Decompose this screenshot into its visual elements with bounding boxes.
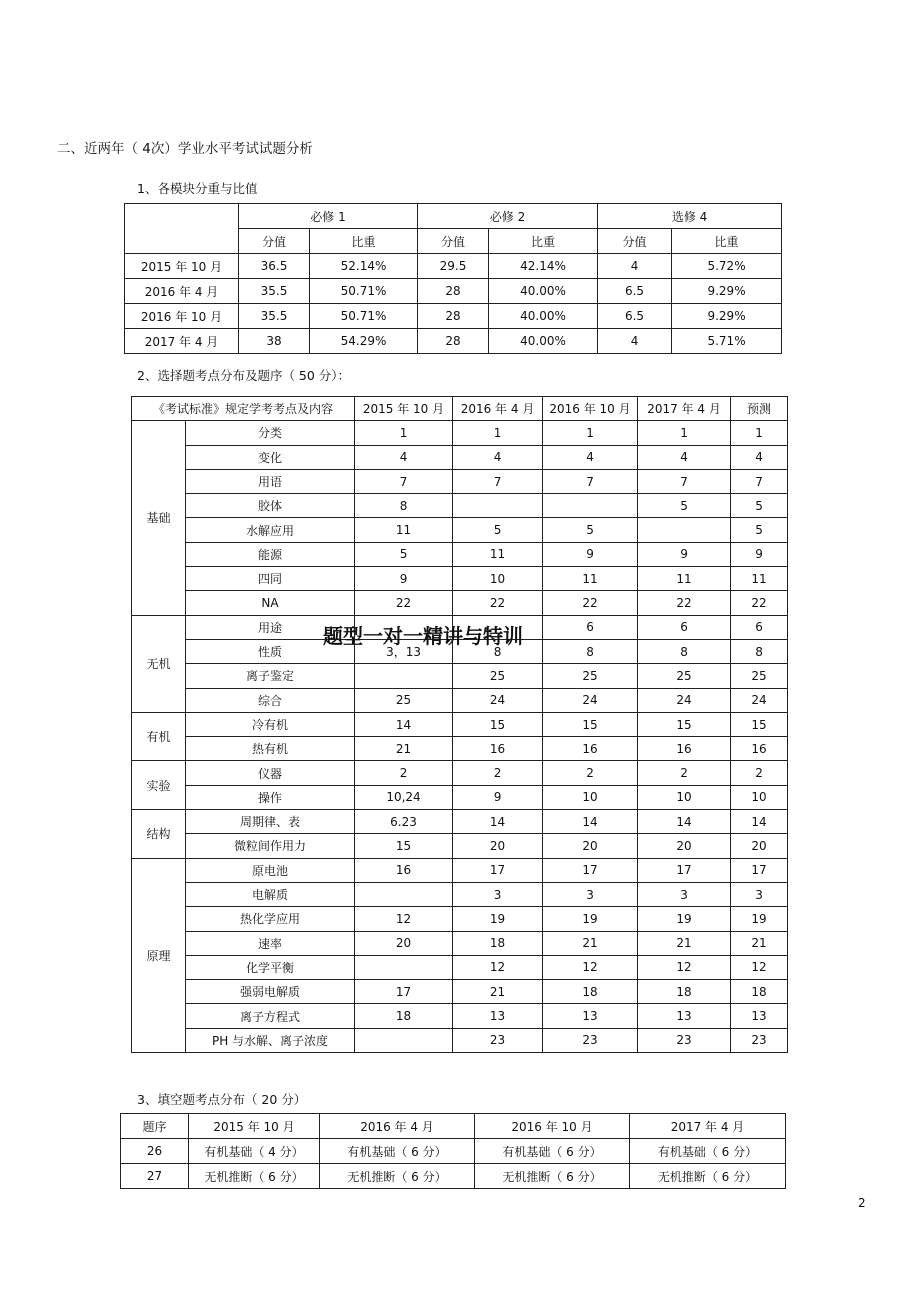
table-cell: 2 <box>355 761 453 785</box>
table-cell: 13 <box>638 1004 731 1028</box>
table-cell: 50.71% <box>310 304 418 329</box>
category-cell: 实验 <box>132 761 186 810</box>
row-label: 2016 年 10 月 <box>125 304 239 329</box>
page-number: 2 <box>858 1196 866 1210</box>
header-cell: 2016 年 10 月 <box>543 397 638 421</box>
table-cell: 38 <box>239 329 310 354</box>
table-cell: 1 <box>638 421 731 445</box>
table-row <box>132 542 788 566</box>
table-cell: 16 <box>543 737 638 761</box>
topic-cell: 变化 <box>186 445 355 469</box>
table-cell: 22 <box>543 591 638 615</box>
row-label: 26 <box>121 1139 189 1164</box>
table-cell: 18 <box>731 980 788 1004</box>
table-row <box>125 329 782 354</box>
topic-cell: 速率 <box>186 931 355 955</box>
table-cell: 9 <box>355 567 453 591</box>
table-cell: 50.71% <box>310 279 418 304</box>
table-cell: 9 <box>543 542 638 566</box>
topic-cell: 化学平衡 <box>186 955 355 979</box>
table-cell: 5 <box>731 494 788 518</box>
table-cell: 3 <box>453 882 543 906</box>
row-label: 2017 年 4 月 <box>125 329 239 354</box>
table-cell: 3，13 <box>355 639 453 663</box>
table-cell: 21 <box>731 931 788 955</box>
topic-cell: 性质 <box>186 639 355 663</box>
choice-question-table <box>131 396 788 1053</box>
table-row <box>132 445 788 469</box>
topic-cell: NA <box>186 591 355 615</box>
table-cell: 4 <box>638 445 731 469</box>
table-cell: 23 <box>453 1028 543 1052</box>
table-cell: 52.14% <box>310 254 418 279</box>
sub-header: 比重 <box>310 229 418 254</box>
table-cell: 17 <box>731 858 788 882</box>
header-cell: 2016 年 4 月 <box>320 1114 475 1139</box>
table-cell <box>355 664 453 688</box>
table-cell: 11 <box>355 518 453 542</box>
table-row <box>132 737 788 761</box>
topic-cell: PH 与水解、离子浓度 <box>186 1028 355 1052</box>
table-cell: 23 <box>638 1028 731 1052</box>
table-row <box>132 494 788 518</box>
table-cell: 14 <box>731 810 788 834</box>
table-cell: 17 <box>638 858 731 882</box>
table-cell: 20 <box>543 834 638 858</box>
table-row <box>132 955 788 979</box>
topic-cell: 四同 <box>186 567 355 591</box>
table-row <box>132 931 788 955</box>
table-cell: 9 <box>453 785 543 809</box>
corner-cell <box>125 204 239 254</box>
table-cell: 9 <box>731 542 788 566</box>
table-cell: 1 <box>355 421 453 445</box>
table-cell: 17 <box>543 858 638 882</box>
watermark: 题型一对一精讲与特训 <box>323 624 523 648</box>
topic-cell: 微粒间作用力 <box>186 834 355 858</box>
fill-blank-table <box>120 1113 786 1189</box>
table-cell: 5.71% <box>672 329 782 354</box>
category-cell: 无机 <box>132 615 186 712</box>
topic-cell: 周期律、表 <box>186 810 355 834</box>
table-cell: 24 <box>638 688 731 712</box>
table-cell: 23 <box>731 1028 788 1052</box>
table-cell: 25 <box>355 688 453 712</box>
table-cell: 3 <box>543 882 638 906</box>
table-cell: 2 <box>453 761 543 785</box>
table-row <box>132 1004 788 1028</box>
table-cell: 17 <box>355 980 453 1004</box>
table-cell: 40.00% <box>489 329 598 354</box>
table-cell: 1 <box>453 421 543 445</box>
category-cell: 基础 <box>132 421 186 615</box>
table-cell: 5 <box>453 518 543 542</box>
table-cell: 16 <box>355 858 453 882</box>
topic-cell: 操作 <box>186 785 355 809</box>
table-cell: 14 <box>355 712 453 736</box>
table-cell: 7 <box>731 469 788 493</box>
section-title: 二、近两年（ 4次）学业水平考试试题分析 <box>57 141 313 157</box>
table-cell: 1 <box>731 421 788 445</box>
topic-cell: 热化学应用 <box>186 907 355 931</box>
table-cell: 35.5 <box>239 304 310 329</box>
table-cell: 18 <box>355 1004 453 1028</box>
table-row <box>121 1164 786 1189</box>
header-cell: 2017 年 4 月 <box>638 397 731 421</box>
table-cell: 21 <box>453 980 543 1004</box>
table-cell: 35.5 <box>239 279 310 304</box>
table-cell: 8 <box>731 639 788 663</box>
table-cell: 5.72% <box>672 254 782 279</box>
table-cell: 16 <box>638 737 731 761</box>
topic-cell: 原电池 <box>186 858 355 882</box>
header-cell: 预测 <box>731 397 788 421</box>
table-cell: 25 <box>453 664 543 688</box>
table-cell: 16 <box>731 737 788 761</box>
table-cell: 10 <box>453 567 543 591</box>
table-cell: 2 <box>638 761 731 785</box>
table-cell: 21 <box>543 931 638 955</box>
table-cell: 10 <box>543 785 638 809</box>
table-cell: 15 <box>355 834 453 858</box>
table-cell: 10 <box>731 785 788 809</box>
table-row <box>132 591 788 615</box>
table-cell: 13 <box>543 1004 638 1028</box>
table-cell: 18 <box>543 980 638 1004</box>
table-row <box>132 421 788 445</box>
header-cell: 题序 <box>121 1114 189 1139</box>
table-cell: 13 <box>731 1004 788 1028</box>
table-cell: 6 <box>543 615 638 639</box>
table-cell: 29.5 <box>418 254 489 279</box>
table2-title: 2、选择题考点分布及题序（ 50 分）： <box>137 368 351 383</box>
table-cell: 6.5 <box>598 304 672 329</box>
table-cell: 3 <box>731 882 788 906</box>
table-cell: 13 <box>453 1004 543 1028</box>
category-cell: 原理 <box>132 858 186 1052</box>
table-cell: 54.29% <box>310 329 418 354</box>
table-cell: 8 <box>453 639 543 663</box>
table-cell: 无机推断（ 6 分） <box>189 1164 320 1189</box>
table-cell: 19 <box>543 907 638 931</box>
sub-header: 比重 <box>489 229 598 254</box>
table-cell: 7 <box>638 469 731 493</box>
header-cell: 2016 年 4 月 <box>453 397 543 421</box>
row-label: 2015 年 10 月 <box>125 254 239 279</box>
table-row <box>132 785 788 809</box>
table-row <box>132 834 788 858</box>
group-header: 选修 4 <box>598 204 782 229</box>
group-header: 必修 2 <box>418 204 598 229</box>
table-row <box>132 882 788 906</box>
table-cell: 14 <box>453 810 543 834</box>
table-cell: 9 <box>638 542 731 566</box>
topic-cell: 冷有机 <box>186 712 355 736</box>
table-cell: 有机基础（ 4 分） <box>189 1139 320 1164</box>
table-row <box>132 858 788 882</box>
topic-cell: 电解质 <box>186 882 355 906</box>
table-cell: 22 <box>638 591 731 615</box>
table-row <box>132 810 788 834</box>
table-cell: 28 <box>418 304 489 329</box>
table-cell: 6.5 <box>598 279 672 304</box>
table-cell: 11 <box>543 567 638 591</box>
table-cell: 28 <box>418 329 489 354</box>
table-row <box>125 304 782 329</box>
sub-header: 比重 <box>672 229 782 254</box>
table-cell: 2 <box>731 761 788 785</box>
table-cell: 4 <box>731 445 788 469</box>
table-cell: 有机基础（ 6 分） <box>320 1139 475 1164</box>
group-header: 必修 1 <box>239 204 418 229</box>
table-cell: 4 <box>453 445 543 469</box>
header-cell: 2015 年 10 月 <box>355 397 453 421</box>
table-cell: 21 <box>355 737 453 761</box>
table-cell: 5 <box>543 518 638 542</box>
topic-cell: 分类 <box>186 421 355 445</box>
table-cell: 42.14% <box>489 254 598 279</box>
table-cell: 11 <box>731 567 788 591</box>
topic-cell: 热有机 <box>186 737 355 761</box>
table-cell: 1 <box>543 421 638 445</box>
topic-cell: 胶体 <box>186 494 355 518</box>
table-row <box>132 980 788 1004</box>
header-row <box>121 1114 786 1139</box>
table-cell: 25 <box>638 664 731 688</box>
table-cell: 5 <box>731 518 788 542</box>
table-row <box>132 1028 788 1052</box>
table-cell: 14 <box>638 810 731 834</box>
table-cell: 40.00% <box>489 279 598 304</box>
topic-cell: 仪器 <box>186 761 355 785</box>
table-cell: 9.29% <box>672 279 782 304</box>
table-row <box>132 567 788 591</box>
table-cell: 12 <box>355 907 453 931</box>
table-cell: 4 <box>355 445 453 469</box>
table-cell: 4 <box>598 254 672 279</box>
category-cell: 有机 <box>132 712 186 761</box>
category-cell: 结构 <box>132 810 186 859</box>
table-cell: 22 <box>355 591 453 615</box>
header-cell: 2015 年 10 月 <box>189 1114 320 1139</box>
topic-cell: 强弱电解质 <box>186 980 355 1004</box>
table-cell: 17 <box>453 858 543 882</box>
table-row <box>132 907 788 931</box>
table-cell: 无机推断（ 6 分） <box>320 1164 475 1189</box>
table-cell: 20 <box>638 834 731 858</box>
table-cell: 15 <box>543 712 638 736</box>
table-row <box>125 254 782 279</box>
table-cell: 20 <box>355 931 453 955</box>
header-cell: 《考试标准》规定学考考点及内容 <box>132 397 355 421</box>
table-cell: 7 <box>453 469 543 493</box>
table-cell: 21 <box>638 931 731 955</box>
table-cell <box>355 955 453 979</box>
table-cell: 23 <box>543 1028 638 1052</box>
topic-cell: 用途 <box>186 615 355 639</box>
sub-header: 分值 <box>239 229 310 254</box>
table-cell: 12 <box>731 955 788 979</box>
header-cell: 2016 年 10 月 <box>475 1114 630 1139</box>
table-row <box>132 469 788 493</box>
table-cell: 19 <box>453 907 543 931</box>
table-cell <box>543 494 638 518</box>
table-cell: 2 <box>543 761 638 785</box>
topic-cell: 能源 <box>186 542 355 566</box>
table-cell: 10 <box>638 785 731 809</box>
table-row <box>132 688 788 712</box>
table-cell: 18 <box>453 931 543 955</box>
table-cell: 24 <box>543 688 638 712</box>
sub-header: 分值 <box>418 229 489 254</box>
table-row <box>125 279 782 304</box>
table-cell <box>355 882 453 906</box>
table-row <box>121 1139 786 1164</box>
table-cell: 15 <box>453 712 543 736</box>
table-cell: 24 <box>731 688 788 712</box>
table-cell: 5 <box>638 494 731 518</box>
table-row <box>132 761 788 785</box>
table-cell: 25 <box>543 664 638 688</box>
table-cell: 11 <box>638 567 731 591</box>
topic-cell: 水解应用 <box>186 518 355 542</box>
table-cell: 4 <box>598 329 672 354</box>
table-cell: 24 <box>453 688 543 712</box>
table-row <box>132 518 788 542</box>
table-cell: 18 <box>638 980 731 1004</box>
topic-cell: 综合 <box>186 688 355 712</box>
topic-cell: 离子鉴定 <box>186 664 355 688</box>
table-cell: 28 <box>418 279 489 304</box>
table-cell: 11 <box>453 542 543 566</box>
header-cell: 2017 年 4 月 <box>630 1114 786 1139</box>
table-cell <box>355 1028 453 1052</box>
table-cell: 22 <box>453 591 543 615</box>
topic-cell: 用语 <box>186 469 355 493</box>
table-cell: 8 <box>638 639 731 663</box>
table-cell: 12 <box>543 955 638 979</box>
table-cell: 25 <box>731 664 788 688</box>
table-cell: 7 <box>355 469 453 493</box>
table-cell: 10,24 <box>355 785 453 809</box>
module-score-table <box>124 203 782 354</box>
row-label: 27 <box>121 1164 189 1189</box>
table-cell: 无机推断（ 6 分） <box>630 1164 786 1189</box>
topic-cell: 离子方程式 <box>186 1004 355 1028</box>
table-cell: 4 <box>543 445 638 469</box>
table-cell: 3 <box>638 882 731 906</box>
table-cell: 15 <box>638 712 731 736</box>
table-row <box>132 712 788 736</box>
table-cell: 20 <box>731 834 788 858</box>
table-cell: 40.00% <box>489 304 598 329</box>
table-cell: 12 <box>638 955 731 979</box>
table-cell: 5 <box>355 542 453 566</box>
table3-title: 3、填空题考点分布（ 20 分） <box>137 1092 307 1107</box>
table1-title: 1、各模块分重与比值 <box>137 181 258 196</box>
table-cell: 6.23 <box>355 810 453 834</box>
table-cell: 有机基础（ 6 分） <box>475 1139 630 1164</box>
table-cell: 19 <box>731 907 788 931</box>
table-cell <box>638 518 731 542</box>
table-cell: 6 <box>731 615 788 639</box>
table-cell: 19 <box>638 907 731 931</box>
table-cell: 12 <box>453 955 543 979</box>
table-row <box>132 664 788 688</box>
table-cell: 36.5 <box>239 254 310 279</box>
table-cell: 9.29% <box>672 304 782 329</box>
table-cell: 7 <box>543 469 638 493</box>
table-cell: 8 <box>543 639 638 663</box>
table-cell: 无机推断（ 6 分） <box>475 1164 630 1189</box>
table-cell: 22 <box>731 591 788 615</box>
row-label: 2016 年 4 月 <box>125 279 239 304</box>
table-cell: 16 <box>453 737 543 761</box>
sub-header: 分值 <box>598 229 672 254</box>
table-cell: 20 <box>453 834 543 858</box>
table-cell: 8 <box>355 494 453 518</box>
table-cell: 6 <box>638 615 731 639</box>
table-cell <box>453 494 543 518</box>
table-cell: 有机基础（ 6 分） <box>630 1139 786 1164</box>
table-cell: 14 <box>543 810 638 834</box>
table-cell: 15 <box>731 712 788 736</box>
